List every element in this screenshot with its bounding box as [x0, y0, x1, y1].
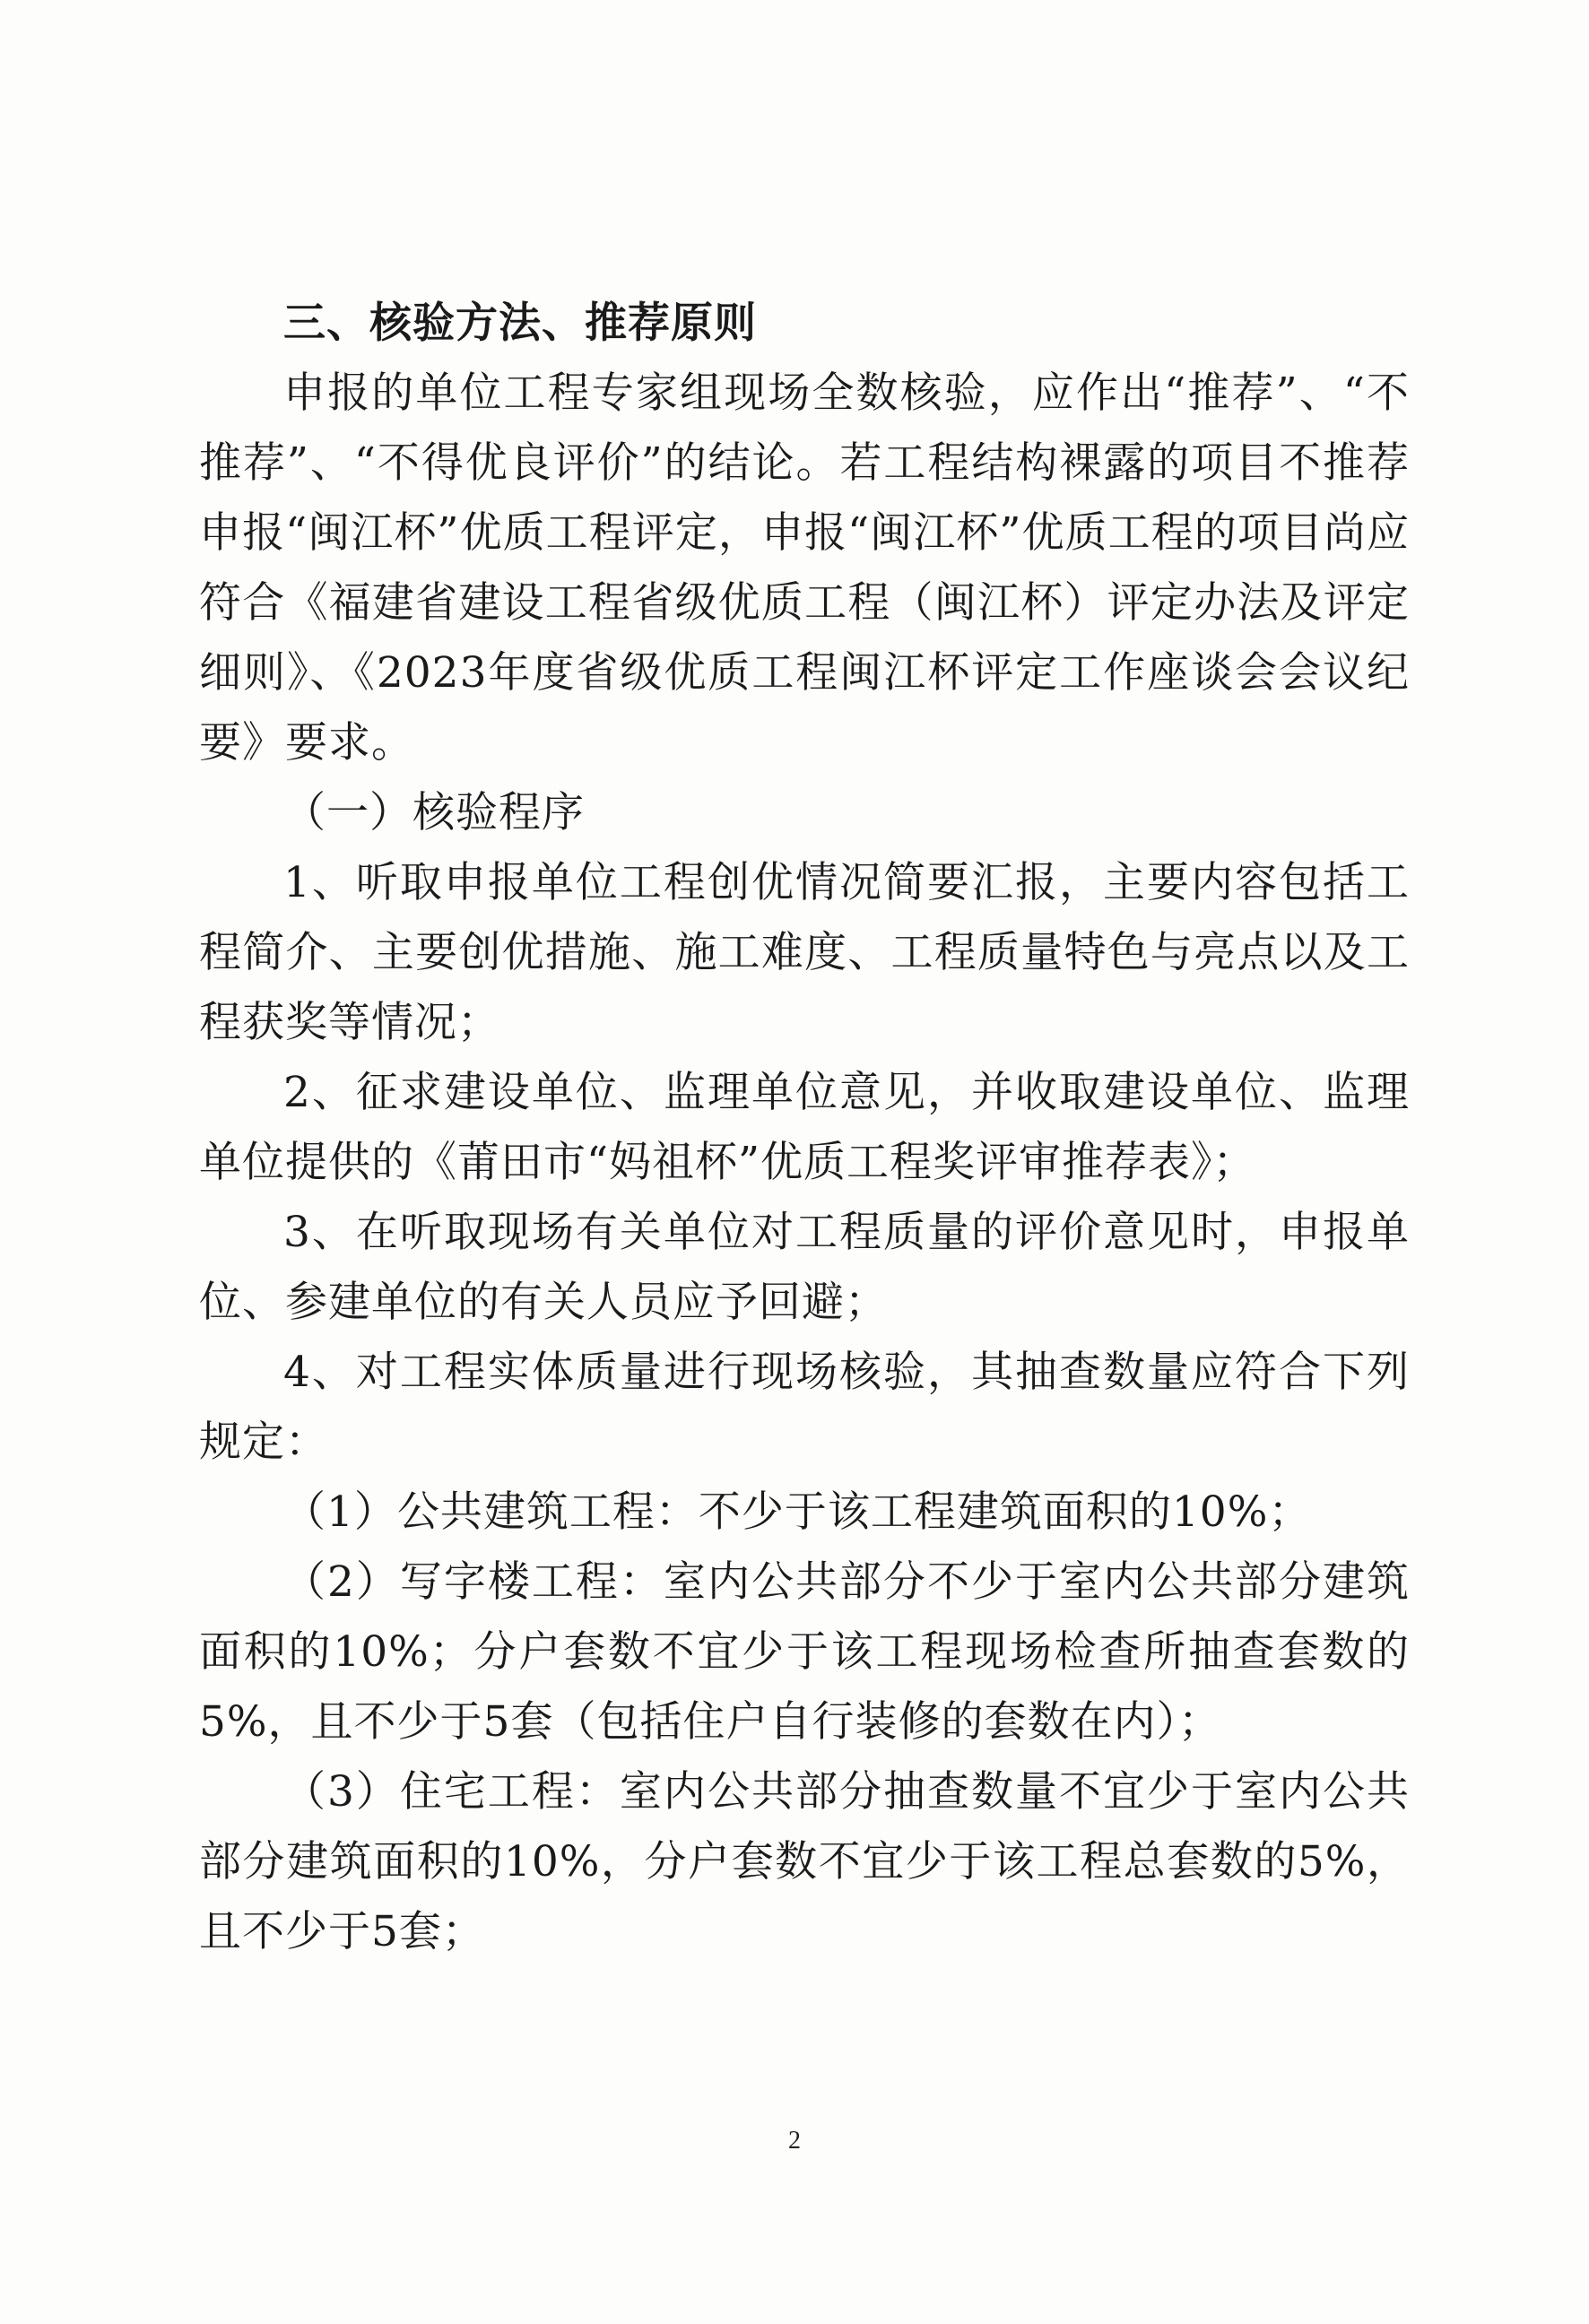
subheading-procedure: （一）核验程序 [283, 788, 585, 837]
paragraph-subitem-2: （2）写字楼工程：室内公共部分不少于室内公共部分建筑面积的10%；分户套数不宜少于该工程现场检查所抽查套数的5%，且不少于5套（包括住户自行装修的套数在内）； [199, 1557, 1410, 1747]
page-number: 2 [788, 2127, 801, 2155]
document-body [199, 289, 1410, 1967]
paragraph-item-4: 4、对工程实体质量进行现场核验，其抽查数量应符合下列规定： [199, 1348, 1410, 1467]
paragraph-item-1: 1、听取申报单位工程创优情况简要汇报，主要内容包括工程简介、主要创优措施、施工难度、工程质量特色与亮点以及工程获奖等情况； [199, 858, 1410, 1047]
paragraph-subitem-3: （3）住宅工程：室内公共部分抽查数量不宜少于室内公共部分建筑面积的10%，分户套数不宜少于该工程总套数的5%，且不少于5套； [199, 1767, 1410, 1956]
paragraph-subitem-1: （1）公共建筑工程：不少于该工程建筑面积的10%； [283, 1487, 1312, 1537]
section-heading: 三、核验方法、推荐原则 [283, 299, 757, 348]
paragraph-item-3: 3、在听取现场有关单位对工程质量的评价意见时，申报单位、参建单位的有关人员应予回避； [199, 1208, 1410, 1327]
paragraph-item-2: 2、征求建设单位、监理单位意见，并收取建设单位、监理单位提供的《莆田市“妈祖杯”优质工程奖评审推荐表》； [199, 1068, 1410, 1187]
paragraph-intro: 申报的单位工程专家组现场全数核验，应作出“推荐”、“不推荐”、“不得优良评价”的结论。若工程结构裸露的项目不推荐申报“闽江杯”优质工程评定，申报“闽江杯”优质工程的项目尚应符合《福建省建设工程省级优质工程（闽江杯）评定办法及评定细则》、《2023年度省级优质工程闽江杯评定工作座谈会会议纪要》要求。 [199, 369, 1410, 767]
